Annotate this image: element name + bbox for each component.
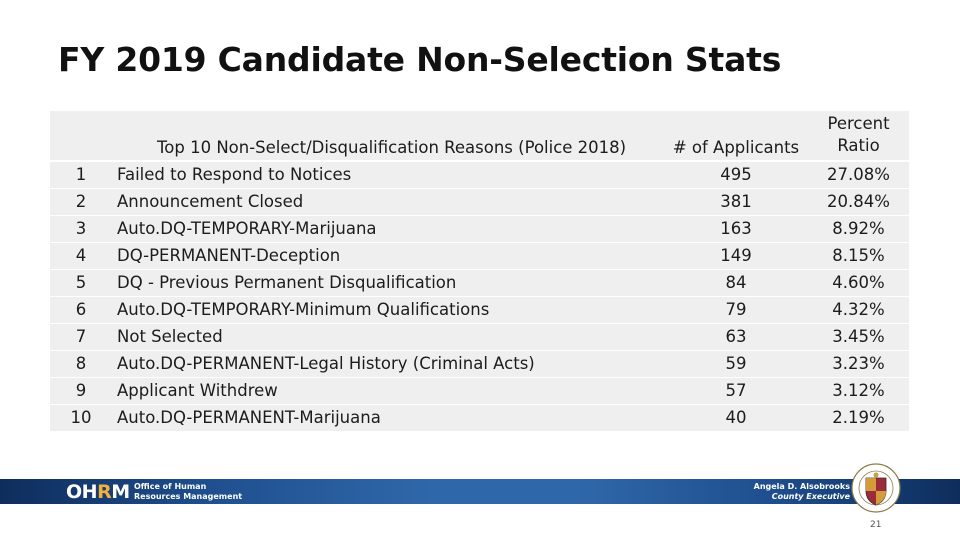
table-row (50, 405, 909, 431)
row-percent: 4.32% (832, 300, 885, 319)
slide-title: FY 2019 Candidate Non-Selection Stats (58, 40, 782, 79)
row-number: 3 (75, 219, 87, 238)
header-percent-line2: Ratio (837, 136, 880, 155)
table-row (50, 189, 909, 215)
header-percent-line1: Percent (827, 114, 890, 133)
row-applicants: 163 (720, 219, 752, 238)
row-applicants: 57 (725, 381, 747, 400)
county-executive (754, 482, 850, 501)
row-reason: DQ - Previous Permanent Disqualification (117, 273, 457, 292)
row-reason: Auto.DQ-PERMANENT-Marijuana (117, 408, 381, 427)
logo-text-r: R (97, 481, 112, 503)
table-row (50, 243, 909, 269)
row-applicants: 59 (725, 354, 747, 373)
row-percent: 27.08% (827, 165, 890, 184)
row-reason: Applicant Withdrew (117, 381, 278, 400)
header-reason: Top 10 Non-Select/Disqualification Reasons (Police 2018) (157, 138, 627, 157)
org-name (134, 482, 242, 501)
row-number: 6 (75, 300, 87, 319)
row-reason: Auto.DQ-PERMANENT-Legal History (Criminal Acts) (117, 354, 535, 373)
row-percent: 4.60% (832, 273, 885, 292)
ohrm-logo (66, 481, 130, 503)
table-row (50, 378, 909, 404)
org-name-line2: Resources Management (134, 491, 243, 501)
exec-title: County Executive (771, 491, 850, 501)
row-applicants: 79 (725, 300, 747, 319)
table-header-row (50, 111, 909, 160)
row-number: 7 (75, 327, 87, 346)
county-seal-icon (851, 463, 901, 513)
header-percent (810, 113, 907, 157)
row-number: 8 (75, 354, 87, 373)
row-number: 2 (75, 192, 87, 211)
row-applicants: 84 (725, 273, 747, 292)
row-percent: 8.92% (832, 219, 885, 238)
table-row (50, 162, 909, 188)
row-reason: Auto.DQ-TEMPORARY-Marijuana (117, 219, 377, 238)
row-percent: 3.12% (832, 381, 885, 400)
row-applicants: 40 (725, 408, 747, 427)
row-percent: 3.45% (832, 327, 885, 346)
row-number: 1 (75, 165, 87, 184)
table-row (50, 297, 909, 323)
row-reason: Announcement Closed (117, 192, 304, 211)
row-percent: 8.15% (832, 246, 885, 265)
row-percent: 20.84% (827, 192, 890, 211)
header-applicants: # of Applicants (672, 138, 800, 157)
row-applicants: 149 (720, 246, 752, 265)
logo-text-m: M (111, 481, 130, 503)
row-applicants: 63 (725, 327, 747, 346)
row-number: 9 (75, 381, 87, 400)
row-number: 10 (70, 408, 92, 427)
row-percent: 2.19% (832, 408, 885, 427)
table-row (50, 324, 909, 350)
row-number: 5 (75, 273, 87, 292)
row-applicants: 381 (720, 192, 752, 211)
table-row (50, 351, 909, 377)
row-reason: DQ-PERMANENT-Deception (117, 246, 341, 265)
table-row (50, 270, 909, 296)
row-applicants: 495 (720, 165, 752, 184)
logo-text-oh: OH (66, 481, 98, 503)
row-number: 4 (75, 246, 87, 265)
exec-name: Angela D. Alsobrooks (753, 482, 850, 491)
org-name-line1: Office of Human (134, 482, 207, 491)
row-reason: Failed to Respond to Notices (117, 165, 352, 184)
row-reason: Auto.DQ-TEMPORARY-Minimum Qualifications (117, 300, 490, 319)
page-number: 21 (870, 520, 882, 530)
table-row (50, 216, 909, 242)
row-reason: Not Selected (117, 327, 223, 346)
row-percent: 3.23% (832, 354, 885, 373)
